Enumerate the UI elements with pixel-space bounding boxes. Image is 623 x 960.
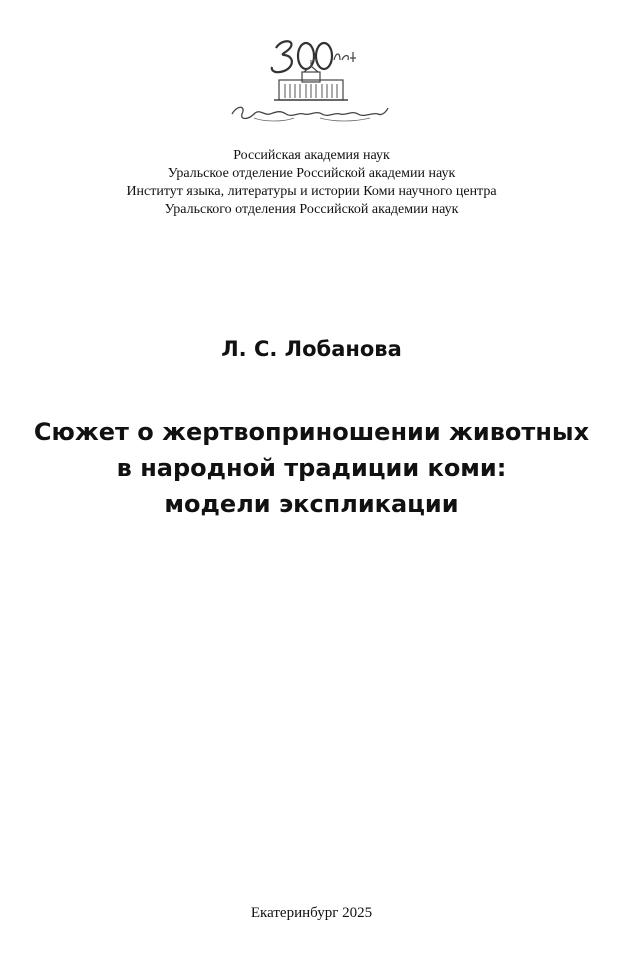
title-line: в народной традиции коми: bbox=[116, 454, 507, 482]
institution-list bbox=[0, 147, 623, 219]
institution-line: Институт языка, литературы и истории Коми научного центра bbox=[126, 184, 497, 199]
institution-line: Российская академия наук bbox=[233, 148, 390, 163]
imprint-city-year: Екатеринбург 2025 bbox=[250, 905, 373, 921]
institution-line: Уральское отделение Российской академии наук bbox=[167, 166, 456, 181]
academy-building-emblem-icon bbox=[224, 34, 394, 128]
title-line: Сюжет о жертвоприношении животных bbox=[33, 418, 590, 446]
author-name: Л. С. Лобанова bbox=[221, 337, 402, 361]
institution-line: Уральского отделения Российской академии наук bbox=[164, 202, 459, 217]
book-title bbox=[0, 414, 623, 522]
academy-300-logo bbox=[224, 34, 394, 128]
title-line: модели экспликации bbox=[164, 490, 459, 518]
